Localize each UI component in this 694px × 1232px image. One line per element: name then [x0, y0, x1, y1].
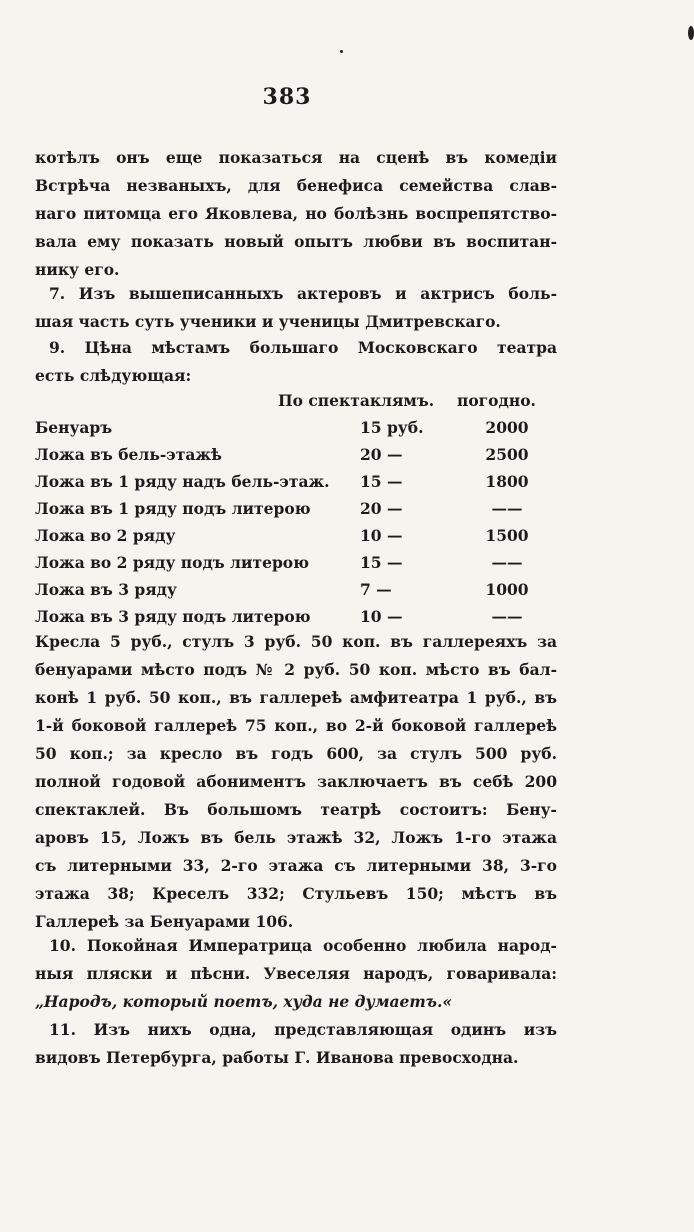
yearly-cell: ——	[491, 553, 523, 572]
yearly-cell: ——	[491, 499, 523, 518]
text-line: 9. Цѣна мѣстамъ большаго Московскаго театра	[49, 338, 557, 357]
per-show-cell: 10 —	[360, 526, 403, 545]
per-show-cell: 20 —	[360, 445, 403, 464]
price-table-row	[35, 522, 565, 550]
text-line: 50 коп.; за кресло въ годъ 600, за стулъ 500 руб.	[35, 744, 557, 763]
price-table-row	[35, 603, 565, 631]
per-show-cell: 7 —	[360, 580, 392, 599]
text-line: спектаклей. Въ большомъ театрѣ состоитъ: Бену-	[35, 800, 557, 819]
yearly-cell: 1000	[485, 580, 529, 599]
price-table-row	[35, 468, 565, 496]
text-line: 1-й боковой галлереѣ 75 коп., во 2-й боковой галлереѣ	[35, 716, 557, 735]
header-per-show: По спектаклямъ.	[278, 391, 435, 410]
text-line: этажа 38; Креселъ 332; Стульевъ 150; мѣстъ въ	[35, 884, 557, 903]
text-line: съ литерными 33, 2-го этажа съ литерными 38, 3-го	[35, 856, 557, 875]
place-cell: Ложа въ 1 ряду надъ бель-этаж.	[35, 472, 330, 491]
text-line: 7. Изъ вышеписанныхъ актеровъ и актрисъ боль-	[49, 284, 557, 303]
yearly-cell: 2000	[485, 418, 529, 437]
place-cell: Ложа въ 3 ряду подъ литерою	[35, 607, 311, 626]
place-cell: Ложа во 2 ряду подъ литерою	[35, 553, 310, 572]
page-number: 383	[262, 84, 312, 110]
note-9	[35, 334, 557, 390]
place-cell: Ложа въ бель-этажѣ	[35, 445, 222, 464]
text-line: аровъ 15, Ложъ въ бель этажѣ 32, Ложъ 1-го этажа	[35, 828, 557, 847]
text-line: шая часть суть ученики и ученицы Дмитревскаго.	[35, 312, 501, 331]
yearly-cell: 2500	[485, 445, 529, 464]
price-table-row	[35, 576, 565, 604]
price-table-row	[35, 414, 565, 442]
text-line: Встрѣча незваныхъ, для бенефиса семейства слав-	[35, 176, 557, 195]
text-line: ныя пляски и пѣсни. Увеселяя народъ, говаривала:	[35, 964, 557, 983]
note-7	[35, 280, 557, 336]
header-yearly: погодно.	[457, 391, 536, 410]
place-cell: Бенуаръ	[35, 418, 113, 437]
text-line: наго питомца его Яковлева, но болѣзнь воспрепятство-	[35, 204, 557, 223]
price-table-row	[35, 441, 565, 469]
paragraph-continuation	[35, 144, 557, 284]
text-line: вала ему показать новый опытъ любви въ воспитан-	[35, 232, 557, 251]
yearly-cell: ——	[491, 607, 523, 626]
ink-speck	[688, 26, 694, 40]
quote-line: „Народъ, который поетъ, худа не думаетъ.«	[35, 992, 453, 1011]
price-table-header	[35, 387, 565, 415]
seat-prices-paragraph	[35, 628, 557, 936]
text-line: 10. Покойная Императрица особенно любила народ-	[49, 936, 557, 955]
yearly-cell: 1500	[485, 526, 529, 545]
place-cell: Ложа во 2 ряду	[35, 526, 176, 545]
text-line: конѣ 1 руб. 50 коп., въ галлереѣ амфитеатра 1 руб., въ	[35, 688, 557, 707]
per-show-cell: 15 —	[360, 472, 403, 491]
per-show-cell: 10 —	[360, 607, 403, 626]
text-line: полной годовой абониментъ заключаетъ въ себѣ 200	[35, 772, 557, 791]
text-line: видовъ Петербурга, работы Г. Иванова превосходна.	[35, 1048, 519, 1067]
text-line: бенуарами мѣсто подъ № 2 руб. 50 коп. мѣсто въ бал-	[35, 660, 557, 679]
ink-speck	[340, 50, 343, 53]
yearly-cell: 1800	[485, 472, 529, 491]
text-line: Кресла 5 руб., стулъ 3 руб. 50 коп. въ галлереяхъ за	[35, 632, 557, 651]
per-show-cell: 15 руб.	[360, 418, 424, 437]
text-line: Галлереѣ за Бенуарами 106.	[35, 912, 294, 931]
text-line: есть слѣдующая:	[35, 366, 192, 385]
text-line: нику его.	[35, 260, 120, 279]
price-table-row	[35, 549, 565, 577]
price-table-row	[35, 495, 565, 523]
place-cell: Ложа въ 1 ряду подъ литерою	[35, 499, 311, 518]
note-10	[35, 932, 557, 1016]
text-line: котѣлъ онъ еще показаться на сценѣ въ комедіи	[35, 148, 557, 167]
per-show-cell: 20 —	[360, 499, 403, 518]
note-11	[35, 1016, 557, 1072]
text-line: 11. Изъ нихъ одна, представляющая одинъ изъ	[49, 1020, 557, 1039]
per-show-cell: 15 —	[360, 553, 403, 572]
place-cell: Ложа въ 3 ряду	[35, 580, 177, 599]
